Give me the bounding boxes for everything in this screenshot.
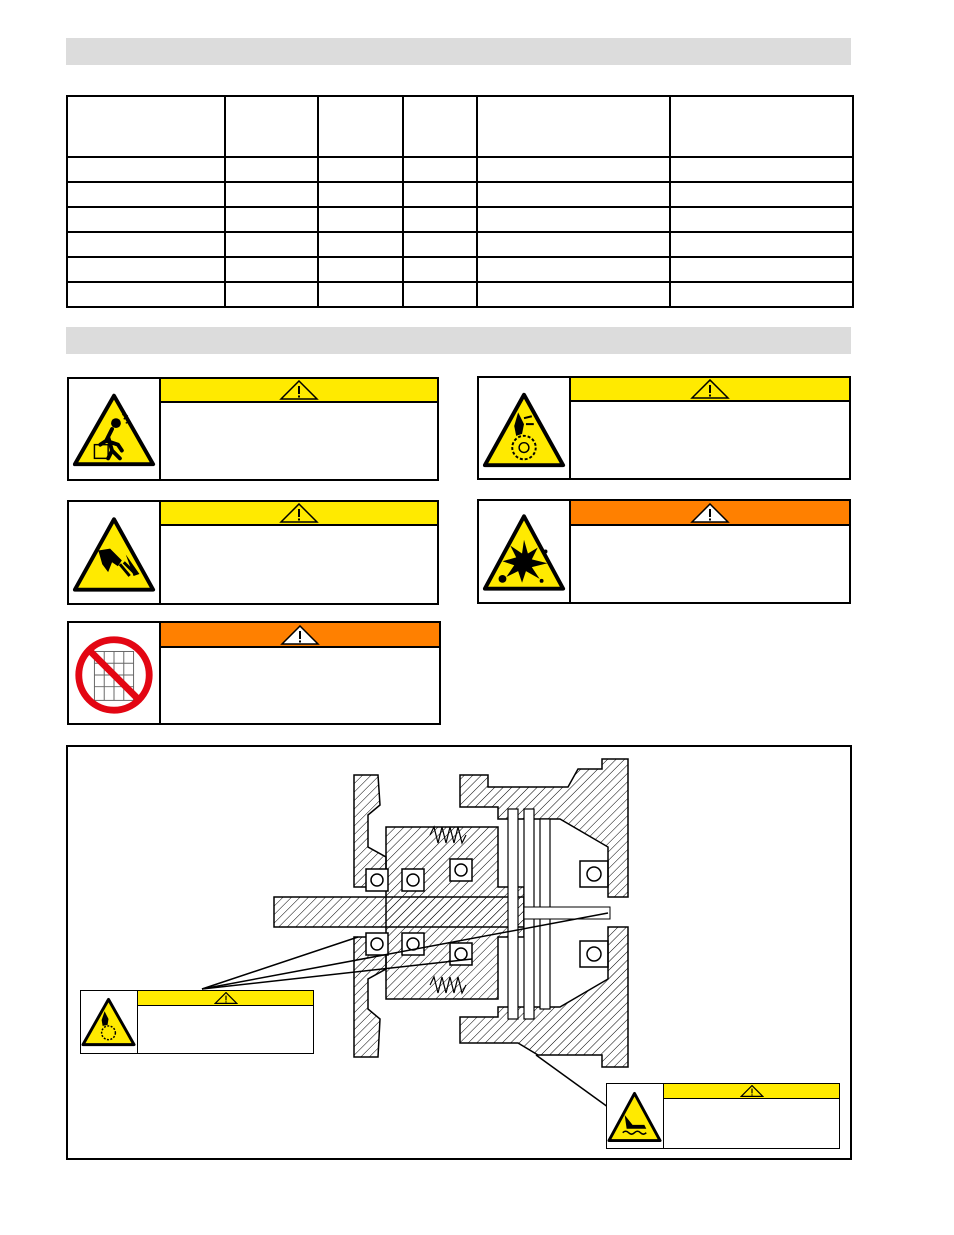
table-cell <box>67 157 225 182</box>
section-header-specifications <box>66 38 851 65</box>
table-cell <box>67 182 225 207</box>
table-cell <box>225 157 318 182</box>
table-cell <box>318 257 403 282</box>
warning-label-no-stepping <box>67 621 441 725</box>
warning-header <box>571 501 849 526</box>
table-cell <box>318 207 403 232</box>
table-cell <box>67 232 225 257</box>
table-cell <box>67 257 225 282</box>
alert-triangle-icon <box>690 503 730 523</box>
table-row <box>67 257 853 282</box>
table-cell <box>670 157 853 182</box>
table-row <box>67 182 853 207</box>
table-cell <box>670 207 853 232</box>
table-cell <box>318 282 403 307</box>
callout-hot-surface <box>606 1083 840 1149</box>
table-header-cell <box>403 96 477 157</box>
table-cell <box>477 232 670 257</box>
table-cell <box>318 157 403 182</box>
table-cell <box>477 207 670 232</box>
table-header-cell <box>670 96 853 157</box>
caution-header <box>138 991 313 1006</box>
table-row <box>67 157 853 182</box>
cut-hazard-icon <box>69 502 161 603</box>
warning-label-heavy-lifting <box>67 377 439 481</box>
table-cell <box>225 257 318 282</box>
table-row <box>67 282 853 307</box>
table-cell <box>670 282 853 307</box>
alert-triangle-icon <box>740 1085 764 1097</box>
table-cell <box>477 282 670 307</box>
table-cell <box>403 232 477 257</box>
table-cell <box>477 182 670 207</box>
table-row <box>67 232 853 257</box>
section-header-safety-warnings <box>66 327 851 354</box>
caution-header <box>161 379 437 403</box>
table-cell <box>318 232 403 257</box>
table-cell <box>225 232 318 257</box>
alert-triangle-icon <box>279 380 319 400</box>
table-cell <box>318 182 403 207</box>
table-cell <box>670 182 853 207</box>
table-header-cell <box>477 96 670 157</box>
table-header-cell <box>225 96 318 157</box>
table-cell <box>477 157 670 182</box>
alert-triangle-icon <box>280 625 320 645</box>
warning-label-entanglement <box>477 376 851 480</box>
table-header-cell <box>318 96 403 157</box>
table-cell <box>403 257 477 282</box>
table-cell <box>670 232 853 257</box>
table-cell <box>403 157 477 182</box>
caution-header <box>664 1084 839 1099</box>
table-header-cell <box>67 96 225 157</box>
alert-triangle-icon <box>214 992 238 1004</box>
warning-header <box>161 623 439 648</box>
warning-label-explosion <box>477 499 851 604</box>
table-cell <box>670 257 853 282</box>
table-cell <box>225 182 318 207</box>
heavy-lifting-icon <box>69 379 161 479</box>
table-cell <box>403 182 477 207</box>
table-row <box>67 207 853 232</box>
table-cell <box>225 282 318 307</box>
table-header-row <box>67 96 853 157</box>
table-cell <box>403 282 477 307</box>
alert-triangle-icon <box>690 379 730 399</box>
table-cell <box>403 207 477 232</box>
alert-triangle-icon <box>279 503 319 523</box>
warning-label-cut-hazard <box>67 500 439 605</box>
table-cell <box>225 207 318 232</box>
caution-header <box>161 502 437 526</box>
hot-surface-icon <box>607 1084 664 1148</box>
table-cell <box>477 257 670 282</box>
specification-table <box>66 95 854 308</box>
entanglement-icon <box>81 991 138 1053</box>
table-cell <box>67 282 225 307</box>
prohibited-icon <box>69 623 161 723</box>
table-cell <box>67 207 225 232</box>
entanglement-icon <box>479 378 571 478</box>
explosion-icon <box>479 501 571 602</box>
cross-section-figure <box>66 745 852 1160</box>
callout-rotating-parts <box>80 990 314 1054</box>
caution-header <box>571 378 849 402</box>
